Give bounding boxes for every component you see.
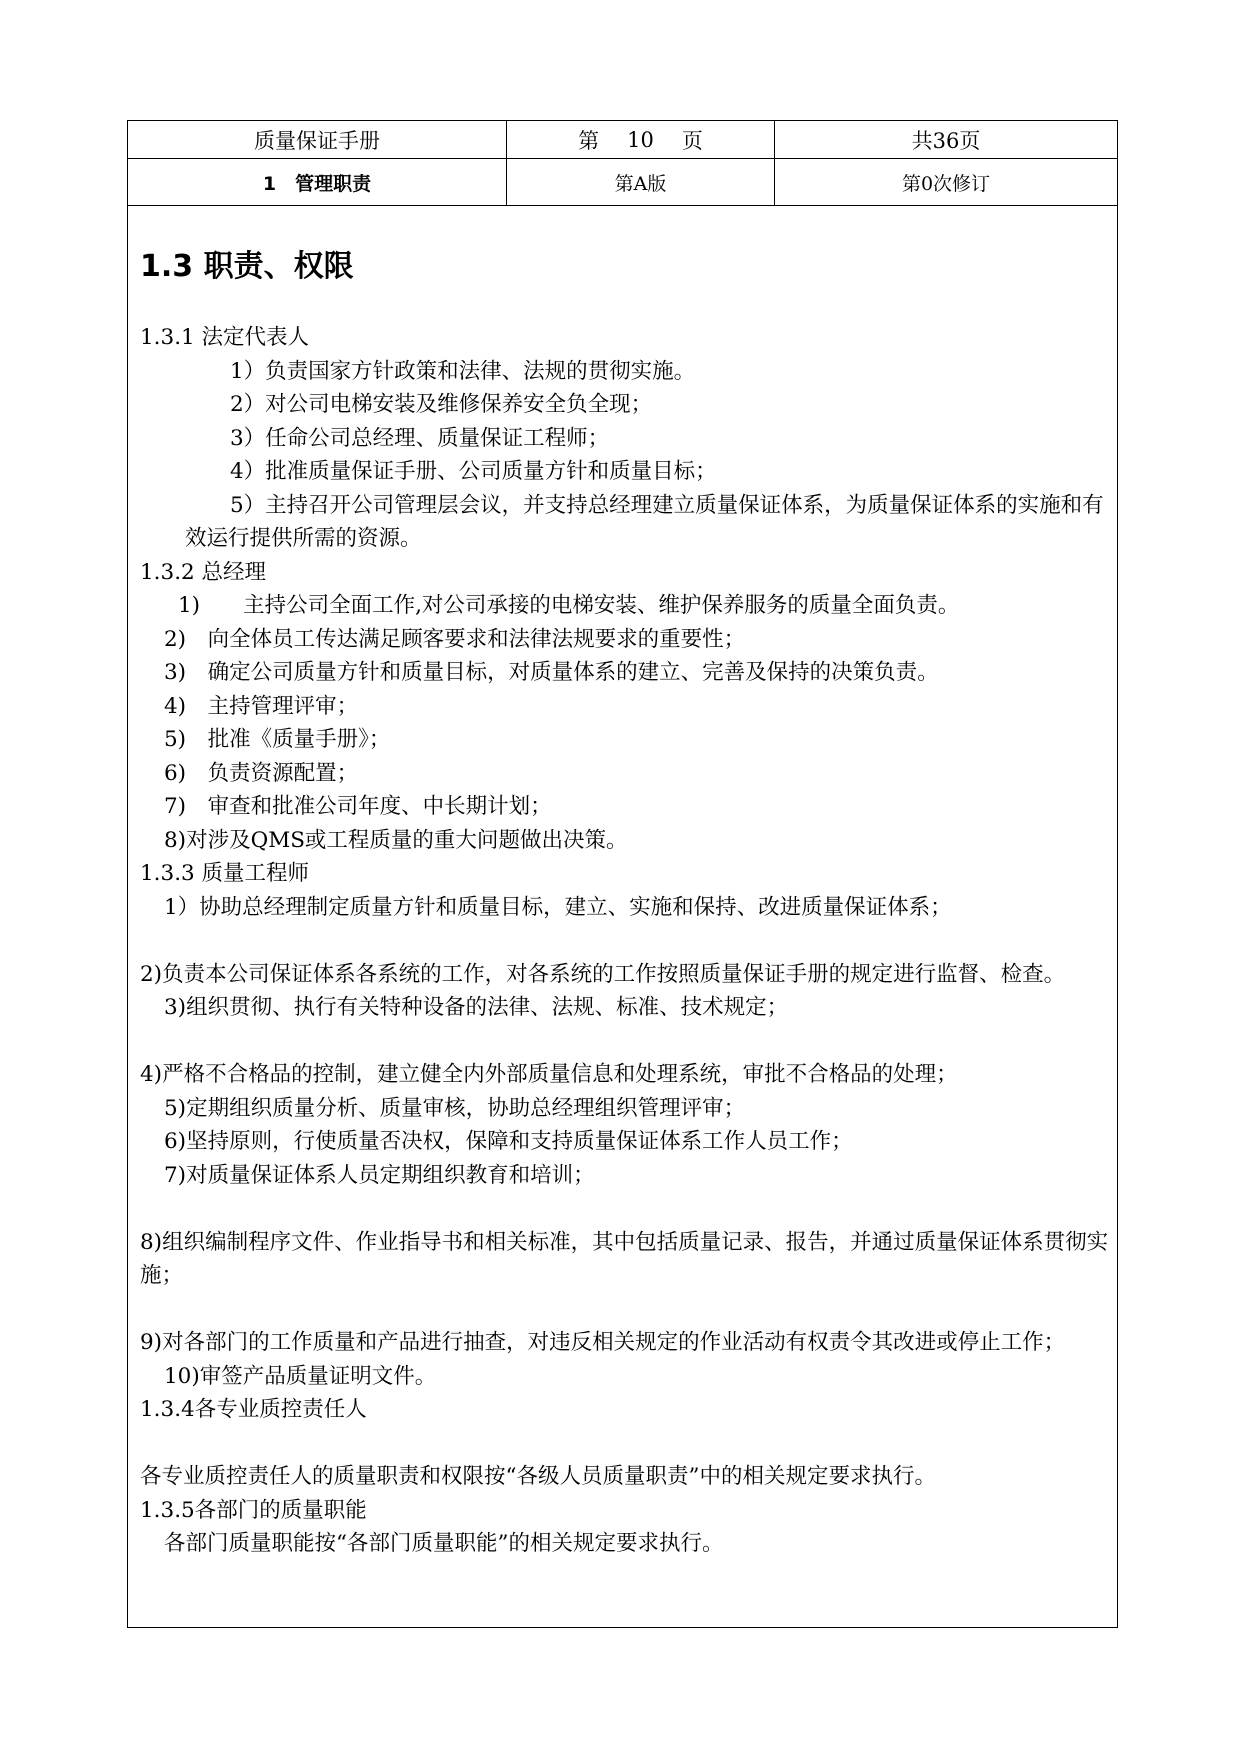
spacer: [140, 1293, 1112, 1327]
manual-title: 质量保证手册: [128, 121, 507, 158]
s132-item-1: 1) 主持公司全面工作,对公司承接的电梯安装、维护保养服务的质量全面负责。: [178, 593, 960, 618]
s134-heading: 1.3.4各专业质控责任人: [140, 1397, 367, 1422]
s133-item-4: 4)严格不合格品的控制，建立健全内外部质量信息和处理系统，审批不合格品的处理；: [140, 1062, 958, 1087]
spacer: [140, 1025, 1112, 1059]
chapter-title: 1 管理职责: [128, 159, 507, 205]
spacer: [140, 924, 1112, 958]
spacer: [140, 1192, 1112, 1226]
s131-item-3: 3）任命公司总经理、质量保证工程师；: [230, 425, 610, 451]
s133-item-3: 3)组织贯彻、执行有关特种设备的法律、法规、标准、技术规定；: [164, 995, 789, 1020]
document-frame: [127, 120, 1118, 1628]
s133-item-8: 8)组织编制程序文件、作业指导书和相关标准，其中包括质量记录、报告，并通过质量保证体系贯彻实施；: [140, 1229, 1109, 1288]
s133-item-10: 10)审签产品质量证明文件。: [164, 1363, 437, 1389]
revision: 第0次修订: [901, 172, 991, 195]
s134-text: 各专业质控责任人的质量职责和权限按“各级人员质量职责”中的相关规定要求执行。: [140, 1464, 936, 1489]
edition: 第A版: [507, 159, 775, 205]
s133-item-2: 2)负责本公司保证体系各系统的工作，对各系统的工作按照质量保证手册的规定进行监督、检查。: [140, 961, 1066, 987]
s132-item-5: 5) 批准《质量手册》；: [164, 727, 391, 752]
s133-item-6: 6)坚持原则，行使质量否决权，保障和支持质量保证体系工作人员工作；: [164, 1129, 853, 1154]
document-body: [140, 321, 1112, 1561]
s133-item-7: 7)对质量保证体系人员定期组织教育和培训；: [164, 1162, 595, 1188]
s131-item-1: 1）负责国家方针政策和法律、法规的贯彻实施。: [230, 358, 696, 384]
s131-item-5: 5）主持召开公司管理层会议，并支持总经理建立质量保证体系，为质量保证体系的实施和有效运行提供所需的资源。: [185, 492, 1104, 551]
s132-item-7: 7) 审查和批准公司年度、中长期计划；: [164, 794, 552, 819]
s131-item-4: 4）批准质量保证手册、公司质量方针和质量目标；: [230, 459, 717, 484]
s132-item-2: 2) 向全体员工传达满足顾客要求和法律法规要求的重要性；: [164, 626, 746, 652]
page-indicator: [507, 121, 775, 158]
spacer: [140, 1427, 1112, 1461]
s132-item-3: 3) 确定公司质量方针和质量目标，对质量体系的建立、完善及保持的决策负责。: [164, 660, 939, 685]
s131-heading: 1.3.1 法定代表人: [140, 325, 310, 350]
header-row-1: [128, 121, 1117, 159]
total-pages: 共36页: [911, 128, 981, 153]
s133-item-5: 5)定期组织质量分析、质量审核，协助总经理组织管理评审；: [164, 1095, 746, 1121]
s133-heading: 1.3.3 质量工程师: [140, 861, 310, 886]
page-prefix: 第: [578, 128, 600, 153]
page-suffix: 页: [681, 128, 703, 153]
s132-item-8: 8)对涉及QMS或工程质量的重大问题做出决策。: [164, 827, 628, 853]
s135-text: 各部门质量职能按“各部门质量职能”的相关规定要求执行。: [164, 1531, 724, 1556]
header-row-2: [128, 159, 1117, 206]
s131-item-2: 2）对公司电梯安装及维修保养安全负全现；: [230, 392, 653, 417]
s132-item-4: 4) 主持管理评审；: [164, 693, 359, 719]
page-number: 10: [627, 127, 654, 152]
s132-item-6: 6) 负责资源配置；: [164, 760, 359, 786]
s133-item-9: 9)对各部门的工作质量和产品进行抽查，对违反相关规定的作业活动有权责令其改进或停止工作；: [140, 1330, 1066, 1355]
s133-item-1: 1）协助总经理制定质量方针和质量目标，建立、实施和保持、改进质量保证体系；: [164, 894, 952, 920]
s135-heading: 1.3.5各部门的质量职能: [140, 1497, 367, 1523]
s132-heading: 1.3.2 总经理: [140, 559, 267, 585]
section-title: 1.3 职责、权限: [140, 249, 354, 284]
